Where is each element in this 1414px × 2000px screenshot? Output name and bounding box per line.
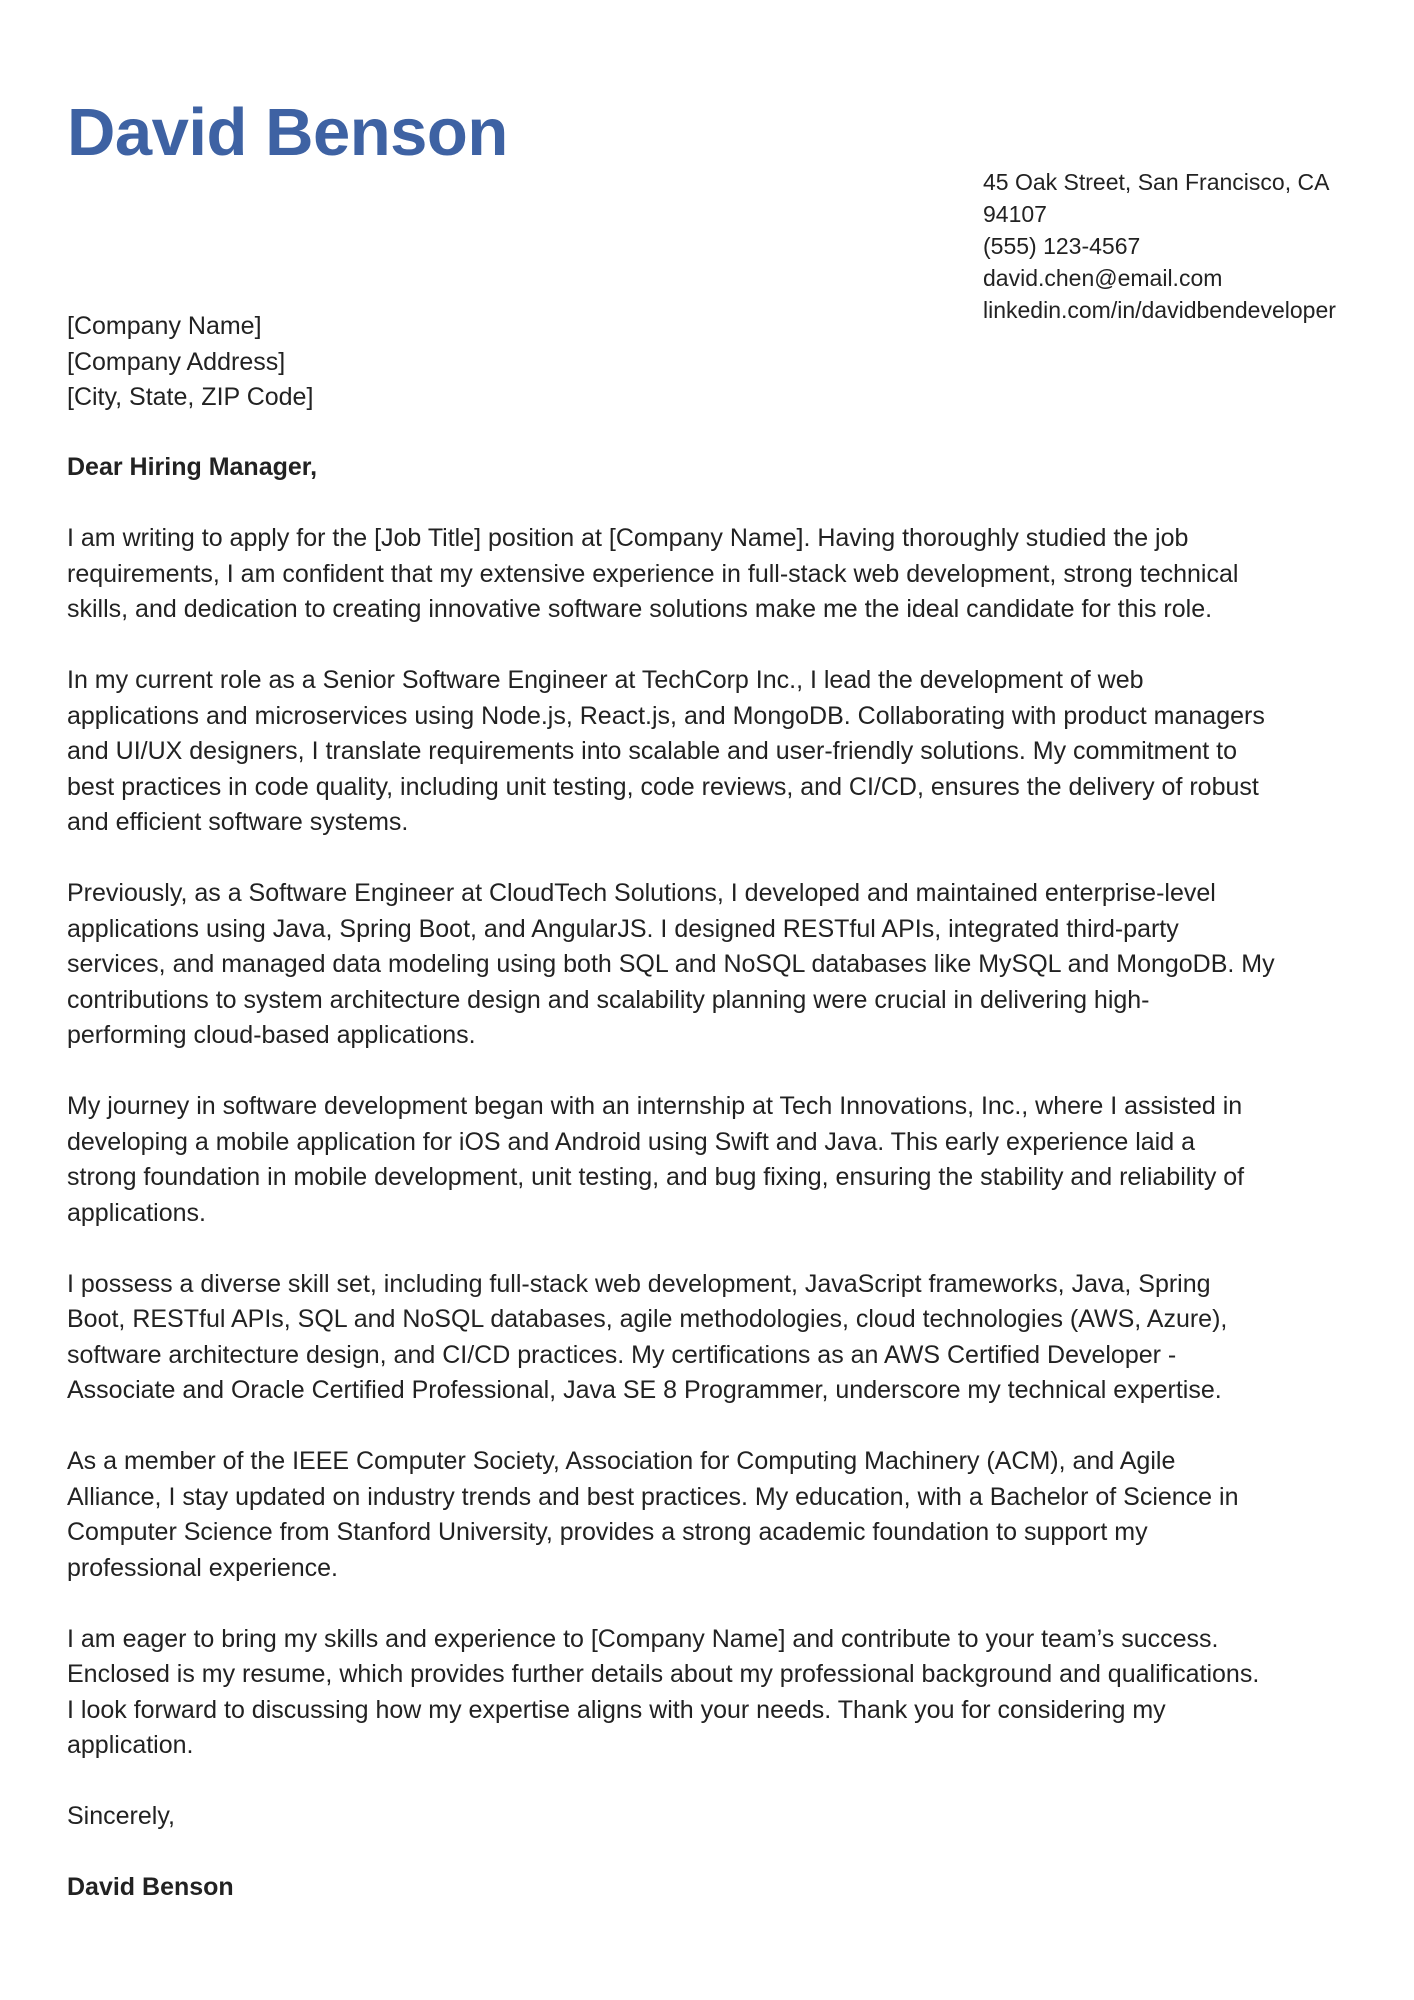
- paragraph-line: applications and microservices using Node.js, React.js, and MongoDB. Collaborating with product managers: [67, 701, 1265, 730]
- recipient-company-address: [Company Address]: [67, 347, 286, 376]
- paragraph-skills: [67, 1267, 1367, 1409]
- paragraph-line: strong foundation in mobile development, unit testing, and bug fixing, ensuring the stability and reliability of: [67, 1163, 1245, 1191]
- paragraph-line: applications using Java, Spring Boot, and AngularJS. I designed RESTful APIs, integrated third-party: [67, 914, 1179, 943]
- letter-body: [67, 450, 1367, 1906]
- paragraph-line: I possess a diverse skill set, including full-stack web development, JavaScript frameworks, Java, Spring: [67, 1269, 1211, 1298]
- paragraph-line: professional experience.: [67, 1553, 338, 1582]
- paragraph-internship: [67, 1089, 1367, 1231]
- paragraph-memberships: [67, 1444, 1367, 1586]
- recipient-city-state-zip: [City, State, ZIP Code]: [67, 383, 314, 411]
- paragraph-line: developing a mobile application for iOS and Android using Swift and Java. This early experience laid a: [67, 1127, 1195, 1156]
- paragraph-line: I am eager to bring my skills and experience to [Company Name] and contribute to your team’s success.: [67, 1624, 1219, 1653]
- contact-email: david.chen@email.com: [983, 265, 1223, 291]
- signature-name: David Benson: [67, 1873, 234, 1901]
- paragraph-line: application.: [67, 1731, 194, 1759]
- paragraph-line: software architecture design, and CI/CD practices. My certifications as an AWS Certified Developer -: [67, 1340, 1177, 1369]
- paragraph-previous-role: [67, 876, 1367, 1054]
- paragraph-line: requirements, I am confident that my extensive experience in full-stack web development, strong technical: [67, 559, 1239, 588]
- valediction: Sincerely,: [67, 1802, 175, 1830]
- applicant-name-heading: David Benson: [67, 95, 508, 170]
- paragraph-line: applications.: [67, 1198, 206, 1227]
- contact-address-line-2: 94107: [983, 201, 1047, 227]
- paragraph-line: skills, and dedication to creating innovative software solutions make me the ideal candidate for this role.: [67, 595, 1213, 623]
- paragraph-line: Computer Science from Stanford University, provides a strong academic foundation to support my: [67, 1518, 1148, 1546]
- contact-block: [983, 166, 1383, 326]
- paragraph-line: I look forward to discussing how my expertise aligns with your needs. Thank you for considering my: [67, 1695, 1166, 1724]
- paragraph-line: and UI/UX designers, I translate requirements into scalable and user-friendly solutions. My commitment to: [67, 737, 1237, 765]
- paragraph-line: performing cloud-based applications.: [67, 1021, 476, 1049]
- paragraph-line: I am writing to apply for the [Job Title] position at [Company Name]. Having thoroughly studied the job: [67, 524, 1189, 552]
- paragraph-line: Associate and Oracle Certified Professional, Java SE 8 Programmer, underscore my technical expertise.: [67, 1376, 1222, 1404]
- paragraph-closing: [67, 1622, 1367, 1764]
- paragraph-intro: [67, 521, 1367, 628]
- paragraph-line: Previously, as a Software Engineer at CloudTech Solutions, I developed and maintained enterprise-level: [67, 879, 1216, 907]
- contact-phone: (555) 123-4567: [983, 233, 1141, 259]
- contact-linkedin: linkedin.com/in/davidbendeveloper: [983, 297, 1336, 323]
- paragraph-line: best practices in code quality, including unit testing, code reviews, and CI/CD, ensures the delivery of robust: [67, 772, 1259, 801]
- recipient-company-name: [Company Name]: [67, 312, 262, 340]
- paragraph-line: My journey in software development began with an internship at Tech Innovations, Inc., where I assisted in: [67, 1092, 1243, 1120]
- paragraph-line: In my current role as a Senior Software Engineer at TechCorp Inc., I lead the development of web: [67, 666, 1144, 694]
- contact-address-line-1: 45 Oak Street, San Francisco, CA: [983, 169, 1330, 195]
- paragraph-line: Alliance, I stay updated on industry trends and best practices. My education, with a Bachelor of Science in: [67, 1482, 1239, 1511]
- paragraph-line: contributions to system architecture design and scalability planning were crucial in delivering high-: [67, 985, 1150, 1014]
- paragraph-current-role: [67, 663, 1367, 841]
- paragraph-line: and efficient software systems.: [67, 808, 409, 836]
- paragraph-line: services, and managed data modeling using both SQL and NoSQL databases like MySQL and MongoDB. My: [67, 950, 1275, 978]
- recipient-block: [67, 309, 567, 416]
- salutation: Dear Hiring Manager,: [67, 453, 318, 481]
- paragraph-line: As a member of the IEEE Computer Society, Association for Computing Machinery (ACM), and Agile: [67, 1447, 1176, 1475]
- paragraph-line: Enclosed is my resume, which provides further details about my professional background and qualifications.: [67, 1660, 1260, 1688]
- paragraph-line: Boot, RESTful APIs, SQL and NoSQL databases, agile methodologies, cloud technologies (AWS, Azure),: [67, 1305, 1228, 1333]
